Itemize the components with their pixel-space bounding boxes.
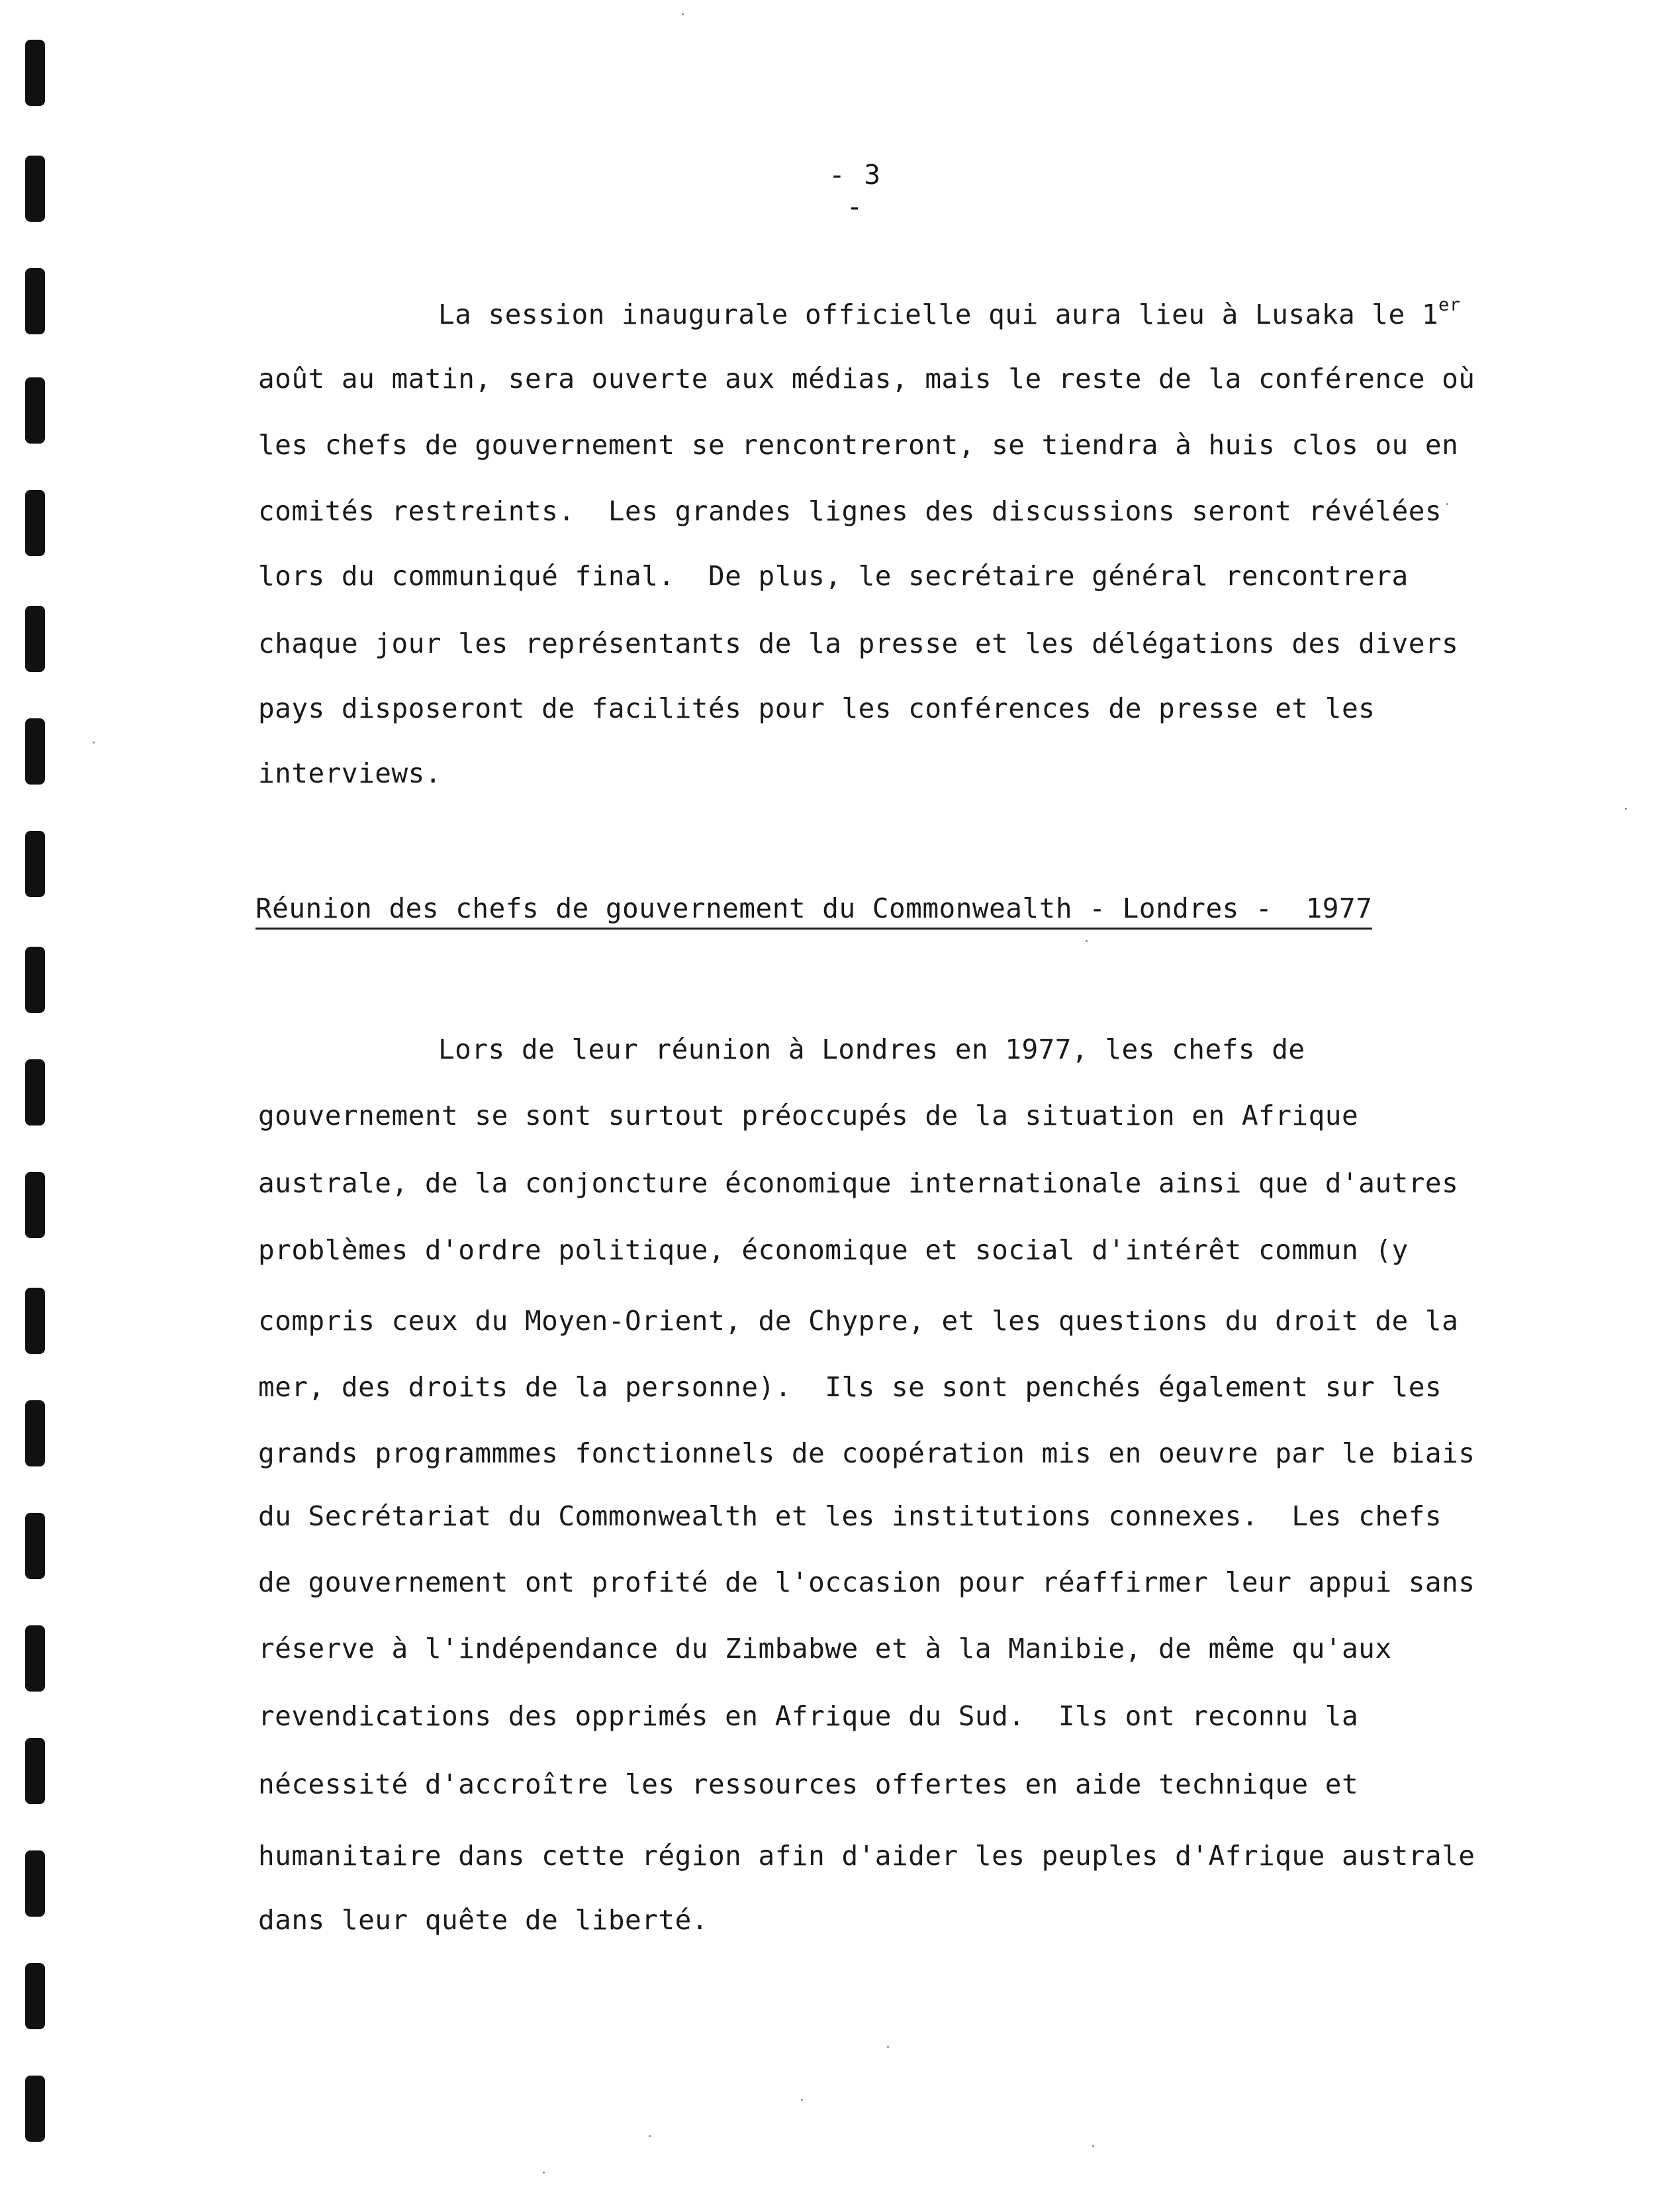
paragraph-1-line: chaque jour les représentants de la presse et les délégations des divers (258, 628, 1459, 659)
paragraph-2-line: australe, de la conjoncture économique internationale ainsi que d'autres (258, 1167, 1459, 1199)
page-number: - 3 - (828, 159, 882, 222)
scan-speck (887, 2046, 889, 2048)
superscript-er: er (1438, 295, 1461, 315)
scan-speck (543, 2172, 545, 2174)
binding-mark (25, 1625, 45, 1692)
binding-mark (25, 718, 45, 785)
paragraph-2-line: humanitaire dans cette région afin d'aider les peuples d'Afrique australe (258, 1840, 1475, 1872)
paragraph-2-line: nécessité d'accroître les ressources offertes en aide technique et (258, 1768, 1359, 1800)
binding-mark (25, 1288, 45, 1354)
paragraph-1-line: interviews. (258, 757, 442, 789)
scan-speck (1092, 2145, 1094, 2147)
scan-speck (1446, 503, 1448, 505)
paragraph-2-line: mer, des droits de la personne). Ils se sont penchés également sur les (258, 1371, 1442, 1403)
paragraph-1-line: les chefs de gouvernement se rencontreront, se tiendra à huis clos ou en (258, 429, 1459, 461)
binding-mark (25, 490, 45, 556)
section-heading: Réunion des chefs de gouvernement du Commonwealth - Londres - 1977 (256, 895, 1372, 930)
binding-mark (25, 1850, 45, 1917)
binding-mark (25, 1513, 45, 1579)
paragraph-2-line-1: Lors de leur réunion à Londres en 1977, les chefs de (438, 1033, 1305, 1065)
paragraph-2-line: de gouvernement ont profité de l'occasion pour réaffirmer leur appui sans (258, 1566, 1475, 1598)
binding-mark (25, 831, 45, 897)
scan-speck (1086, 940, 1088, 942)
scan-speck (682, 13, 684, 15)
binding-mark (25, 1172, 45, 1238)
binding-mark (25, 947, 45, 1013)
binding-mark (25, 1963, 45, 2029)
scan-speck (801, 2099, 803, 2101)
binding-mark (25, 268, 45, 334)
paragraph-1-line: août au matin, sera ouverte aux médias, mais le reste de la conférence où (258, 363, 1475, 395)
paragraph-1-line-1-text: La session inaugurale officielle qui aura lieu à Lusaka le 1 (438, 299, 1439, 330)
paragraph-1-line: pays disposeront de facilités pour les conférences de presse et les (258, 693, 1376, 724)
scan-speck (1625, 808, 1627, 810)
paragraph-2-line: du Secrétariat du Commonwealth et les institutions connexes. Les chefs (258, 1500, 1442, 1532)
paragraph-2-line: revendications des opprimés en Afrique du Sud. Ils ont reconnu la (258, 1700, 1359, 1732)
paragraph-2-line: compris ceux du Moyen-Orient, de Chypre, et les questions du droit de la (258, 1305, 1459, 1337)
paragraph-1-line: comités restreints. Les grandes lignes des discussions seront révélées (258, 495, 1442, 527)
paragraph-1-line: lors du communiqué final. De plus, le secrétaire général rencontrera (258, 560, 1409, 592)
binding-mark (25, 40, 45, 106)
binding-mark (25, 606, 45, 672)
binding-mark (25, 156, 45, 222)
binding-mark (25, 1738, 45, 1804)
paragraph-2-line: grands programmmes fonctionnels de coopération mis en oeuvre par le biais (258, 1437, 1475, 1469)
paragraph-2-line: réserve à l'indépendance du Zimbabwe et à la Manibie, de même qu'aux (258, 1633, 1392, 1664)
scan-speck (649, 2135, 651, 2137)
paragraph-1-line-1 (438, 295, 1461, 330)
binding-mark (25, 2076, 45, 2142)
binding-mark (25, 1059, 45, 1126)
binding-mark (25, 377, 45, 444)
paragraph-2-line: dans leur quête de liberté. (258, 1904, 708, 1936)
paragraph-2-line: problèmes d'ordre politique, économique et social d'intérêt commun (y (258, 1234, 1409, 1266)
scan-speck (93, 742, 95, 743)
paragraph-2-line: gouvernement se sont surtout préoccupés de la situation en Afrique (258, 1100, 1359, 1131)
binding-mark (25, 1400, 45, 1466)
